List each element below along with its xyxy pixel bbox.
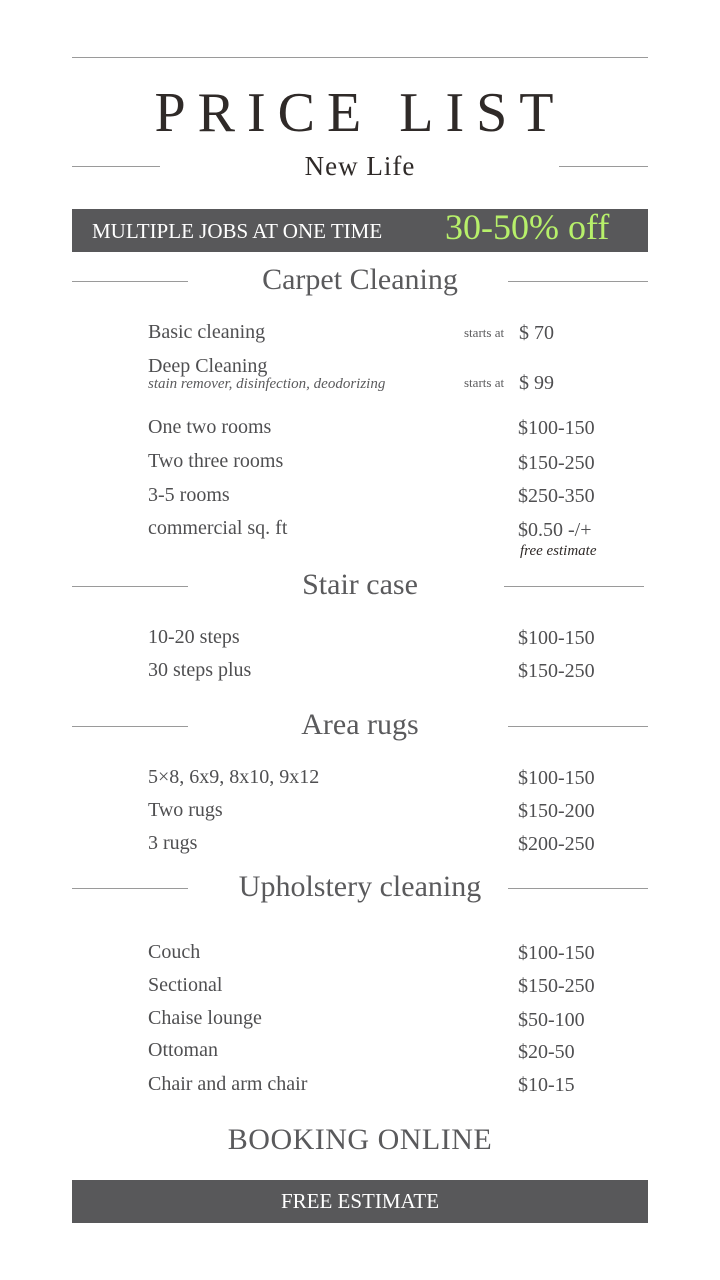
business-name: New Life (304, 151, 416, 181)
list-item: 3-5 rooms (148, 484, 230, 506)
promo-banner (72, 209, 648, 252)
list-item-price: $0.50 -/+ (518, 519, 592, 541)
free-estimate-button[interactable] (72, 1180, 648, 1223)
starts-at-label: starts at (464, 325, 505, 340)
starts-at-label: starts at (464, 375, 505, 390)
section-title-rugs: Area rugs (301, 708, 419, 741)
list-item-price: $150-250 (518, 660, 595, 682)
section-rule-right (504, 586, 644, 587)
list-item-price: $50-100 (518, 1009, 585, 1031)
section-title-stair: Stair case (302, 568, 418, 601)
page-title: PRICE LIST (154, 82, 566, 144)
list-item: Couch (148, 941, 201, 963)
price-basic-cleaning: $ 70 (519, 322, 554, 344)
list-item-price: $100-150 (518, 767, 595, 789)
list-item: Chaise lounge (148, 1007, 262, 1029)
section-title-upholstery: Upholstery cleaning (238, 870, 482, 903)
top-rule (72, 57, 648, 58)
list-item: commercial sq. ft (148, 517, 288, 539)
list-item: 10-20 steps (148, 626, 240, 648)
subtitle-rule-right (559, 166, 648, 167)
promo-discount: 30-50% off (445, 207, 610, 247)
list-item-price: $150-250 (518, 975, 595, 997)
list-item: 5×8, 6x9, 8x10, 9x12 (148, 766, 320, 788)
list-item-price: $200-250 (518, 833, 595, 855)
list-item-price: $150-200 (518, 800, 595, 822)
list-item: 30 steps plus (148, 659, 252, 681)
list-item-price: $10-15 (518, 1074, 575, 1096)
section-rule-right (508, 888, 648, 889)
booking-online-link[interactable]: BOOKING ONLINE (227, 1123, 493, 1156)
free-estimate-note: free estimate (520, 543, 597, 559)
section-title-carpet: Carpet Cleaning (262, 263, 458, 296)
section-rule-right (508, 726, 648, 727)
list-item-price: $250-350 (518, 485, 595, 507)
list-item-price: $20-50 (518, 1041, 575, 1063)
list-item: Two three rooms (148, 450, 284, 472)
list-item: One two rooms (148, 416, 272, 438)
list-item: Ottoman (148, 1039, 218, 1061)
free-estimate-label: FREE ESTIMATE (280, 1189, 440, 1213)
list-item-price: $150-250 (518, 452, 595, 474)
list-item: Sectional (148, 974, 223, 996)
list-item-price: $100-150 (518, 417, 595, 439)
section-rule-right (508, 281, 648, 282)
list-item: Two rugs (148, 799, 223, 821)
list-item-price: $100-150 (518, 942, 595, 964)
list-item-price: $100-150 (518, 627, 595, 649)
list-item: Chair and arm chair (148, 1073, 308, 1095)
price-deep-cleaning: $ 99 (519, 372, 554, 394)
list-item: 3 rugs (148, 832, 198, 854)
deep-cleaning-note: stain remover, disinfection, deodorizing (148, 376, 386, 392)
item-deep-cleaning: Deep Cleaning (148, 355, 268, 377)
promo-text: MULTIPLE JOBS AT ONE TIME (92, 219, 383, 243)
item-basic-cleaning: Basic cleaning (148, 321, 266, 343)
